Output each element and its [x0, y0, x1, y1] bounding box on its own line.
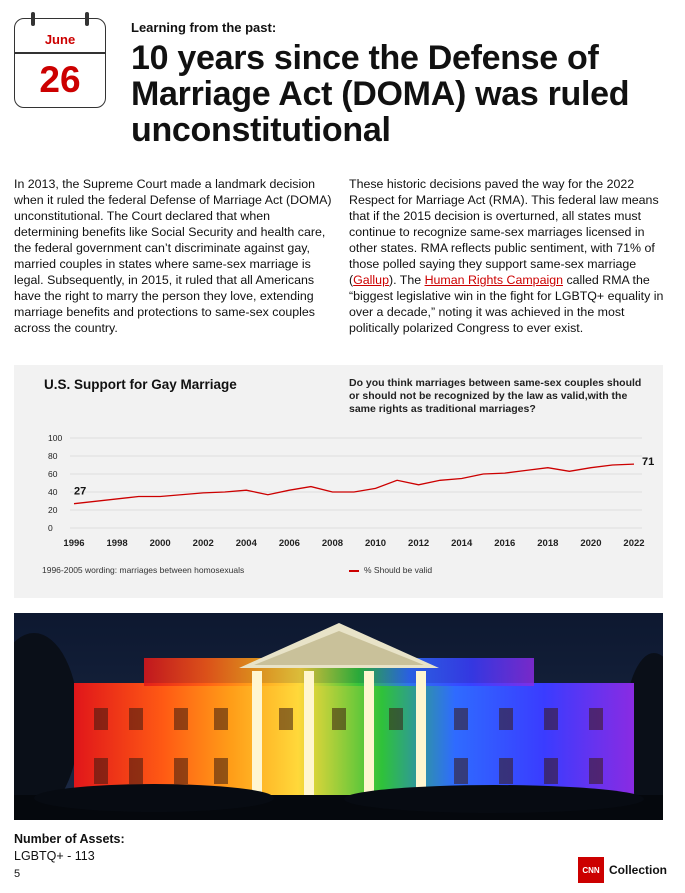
x-tick-label: 2014 — [451, 538, 473, 549]
series-line — [74, 464, 634, 504]
x-tick-label: 1996 — [63, 538, 85, 549]
body-text: called RMA the “biggest legislative win in the fight for LGBTQ+ equality in over a decade,” noting it was achieved in the most politically polarized Congress to ever exist. — [349, 273, 664, 335]
page-title: 10 years since the Defense of Marriage Act (DOMA) was ruled unconstitutional — [131, 39, 630, 149]
chart-note: 1996-2005 wording: marriages between homosexuals — [42, 565, 245, 575]
assets-label: Number of Assets: — [14, 832, 125, 846]
y-tick-label: 60 — [48, 469, 58, 479]
body-text: ). The — [388, 273, 425, 287]
x-tick-label: 2016 — [494, 538, 516, 549]
body-right-column — [349, 176, 671, 336]
chart-legend — [349, 565, 432, 575]
calendar-rings — [15, 12, 105, 26]
brand-name: Collection — [609, 863, 668, 877]
x-tick-label: 2020 — [580, 538, 602, 549]
gallup-link[interactable]: Gallup — [353, 273, 389, 287]
y-tick-label: 20 — [48, 505, 58, 515]
y-tick-label: 0 — [48, 523, 53, 533]
kicker: Learning from the past: — [131, 20, 277, 35]
data-label: 71 — [642, 456, 655, 469]
chart-question: Do you think marriages between same-sex couples should or should not be recognized by the law as valid,with the same rights as traditional marriages? — [349, 377, 642, 415]
x-tick-label: 2006 — [278, 538, 300, 549]
x-tick-label: 2012 — [408, 538, 430, 549]
assets-value: LGBTQ+ - 113 — [14, 849, 95, 863]
x-tick-label: 2010 — [364, 538, 387, 549]
body-text: These historic decisions paved the way for the 2022 Respect for Marriage Act (RMA). This federal law means that if the 2015 decision is overturned, all states must continue to recognize same-sex marriages licensed in other states. RMA reflects public sentiment, with 71% of those polled saying they support same-sex marriage ( — [349, 177, 659, 287]
x-tick-label: 2008 — [321, 538, 344, 549]
legend-swatch — [349, 570, 359, 572]
x-tick-label: 2004 — [235, 538, 257, 549]
cnn-collection-brand — [578, 857, 667, 883]
calendar-ring — [85, 12, 89, 26]
body-left-column: In 2013, the Supreme Court made a landmark decision when it ruled the federal Defense of Marriage Act (DOMA) unconstitutional. The Court declared that when determining benefits like Social Security and health care, the federal government can’t discriminate against gay, married couples in states where same-sex marriage is legal. Subsequently, in 2015, it ruled that all Americans have the right to marry the person they love, extending marriage benefits and protections to same-sex couples across the country. — [14, 177, 332, 335]
legend-label: % Should be valid — [364, 565, 433, 575]
x-tick-label: 2022 — [623, 538, 645, 549]
chart-panel — [14, 365, 663, 598]
calendar-divider — [15, 52, 105, 54]
x-tick-label: 2002 — [192, 538, 214, 549]
data-label: 27 — [74, 485, 87, 498]
y-tick-label: 100 — [48, 433, 63, 443]
calendar-ring — [31, 12, 35, 26]
y-tick-label: 80 — [48, 451, 58, 461]
x-tick-label: 2018 — [537, 538, 559, 549]
cnn-logo-icon: CNN — [578, 857, 604, 883]
y-tick-label: 40 — [48, 487, 58, 497]
calendar-icon — [14, 18, 106, 108]
calendar-day: 26 — [39, 59, 81, 100]
x-tick-label: 2000 — [149, 538, 171, 549]
white-house-rainbow-image — [14, 613, 663, 820]
page-number: 5 — [14, 868, 21, 880]
hrc-link[interactable]: Human Rights Campaign — [424, 273, 563, 287]
x-tick-label: 1998 — [106, 538, 128, 549]
chart-title: U.S. Support for Gay Marriage — [44, 377, 237, 392]
calendar-month: June — [44, 32, 76, 47]
